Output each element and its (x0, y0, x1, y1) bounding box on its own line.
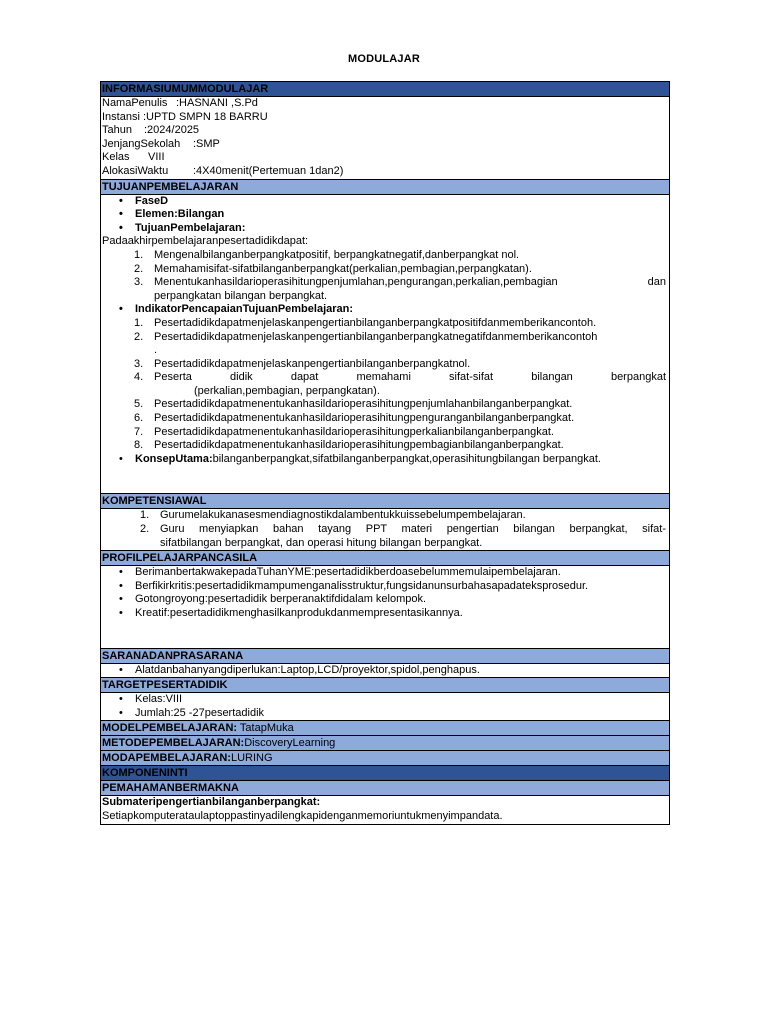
list-item: • Kelas:VIII (102, 693, 668, 707)
section-header-tujuan: TUJUANPEMBELAJARAN (101, 180, 669, 195)
section-header-kompetensi: KOMPETENSIAWAL (101, 494, 669, 509)
tujuan-intro: Padaakhirpembelajaranpesertadidikdapat: (102, 235, 309, 248)
section-header-pemahaman: PEMAHAMANBERMAKNA (101, 781, 669, 796)
info-label: Tahun (102, 124, 132, 137)
fase-item: • FaseD (102, 195, 668, 209)
info-value: :HASNANI ,S.Pd (176, 97, 258, 109)
list-item: • Kreatif:pesertadidikmenghasilkanprodukdanmempresentasikannya. (102, 607, 668, 621)
tujuan-body (101, 195, 669, 495)
list-item: 5. Pesertadidikdapatmenentukanhasildarioperasihitungpenjumlahanbilanganberpangkat. (134, 398, 573, 411)
list-item: • Berfikirkritis:pesertadidikmampumenganalisstruktur,fungsidanunsurbahasapadateksprosedur. (102, 580, 668, 594)
section-header-informasi-umum: INFORMASIUMUMMODULAJAR (101, 82, 669, 97)
list-item: 2. Pesertadidikdapatmenjelaskanpengertianbilanganberpangkatnegatifdanmemberikancontoh . (134, 330, 598, 357)
list-item: • BerimanbertakwakepadaTuhanYME:pesertadidikberdoasebelummemulaipembelajaran. (102, 566, 668, 580)
pemahaman-text: Setiapkomputerataulaptoppastinyadilengkapidenganmemoriuntukmenyimpandata. (102, 809, 503, 822)
info-label: Kelas (102, 151, 130, 164)
blank-space (102, 621, 668, 648)
list-item: 3. Menentukanhasildarioperasihitungpenjumlahan,pengurangan,perkalian,pembagian dan perpangkatan bilangan berpangkat. (134, 276, 666, 302)
info-row-jenjang (102, 138, 668, 152)
list-item: 1. Gurumelakukanasesmendiagnostikdalambentukkuissebelumpembelajaran. (140, 509, 526, 522)
section-header-target: TARGETPESERTADIDIK (101, 678, 669, 693)
model-pembelajaran-row: MODELPEMBELAJARAN: TatapMuka (101, 721, 669, 736)
info-row-instansi (102, 111, 668, 125)
info-row-kelas (102, 151, 668, 165)
info-value: VIII (148, 151, 165, 164)
list-item: • Gotongroyong:pesertadidik berperanaktifdidalam kelompok. (102, 593, 668, 607)
indikator-list (102, 317, 668, 453)
info-label: JenjangSekolah (102, 137, 181, 150)
info-value: :UPTD SMPN 18 BARRU (142, 110, 268, 123)
section-header-sarana: SARANADANPRASARANA (101, 649, 669, 664)
list-item: 2. Memahamisifat-sifatbilanganberpangkat(perkalian,pembagian,perpangkatan). (134, 262, 532, 275)
indikator-label: • IndikatorPencapaianTujuanPembelajaran: (102, 303, 668, 317)
profil-body (101, 566, 669, 648)
section-header-profil: PROFILPELAJARPANCASILA (101, 551, 669, 566)
elemen-item: • Elemen:Bilangan (102, 208, 668, 222)
list-item: 4. Peserta didik dapat memahami sifat-sifat bilangan berpangkat (perkalian,pembagian, perpangkatan). (134, 371, 666, 397)
tujuan-pembelajaran-label: • TujuanPembelajaran: (102, 222, 668, 236)
list-item: 1. Pesertadidikdapatmenjelaskanpengertianbilanganberpangkatpositifdanmemberikancontoh. (134, 316, 597, 329)
target-body (101, 693, 669, 721)
list-item: 8. Pesertadidikdapatmenentukanhasildarioperasihitungpembagianbilanganberpangkat. (134, 439, 564, 452)
info-label: AlokasiWaktu (102, 164, 169, 177)
info-body (101, 97, 669, 180)
info-row-alokasi (102, 165, 668, 179)
konsep-utama-item: • KonsepUtama:bilanganberpangkat,sifatbilanganberpangkat,operasihitungbilangan berpangkat. (102, 453, 668, 467)
module-table (100, 81, 670, 825)
kompetensi-body (101, 509, 669, 551)
info-value: :SMP (193, 137, 220, 150)
list-item: 7. Pesertadidikdapatmenentukanhasildarioperasihitungperkalianbilanganberpangkat. (134, 425, 554, 438)
list-item: 6. Pesertadidikdapatmenentukanhasildarioperasihitungpenguranganbilanganberpangkat. (134, 412, 575, 425)
moda-pembelajaran-row: MODAPEMBELAJARAN:LURING (101, 751, 669, 766)
list-item: 1. Mengenalbilanganberpangkatpositif, berpangkatnegatif,danberpangkat nol. (134, 248, 520, 261)
submateri-label: Submateripengertianbilanganberpangkat: (102, 796, 321, 809)
info-label: NamaPenulis (102, 97, 168, 109)
info-value: :4X40menit(Pertemuan 1dan2) (193, 164, 344, 177)
info-row-penulis (102, 97, 668, 111)
info-row-tahun (102, 124, 668, 138)
blank-space (102, 466, 668, 493)
list-item: • Alatdanbahanyangdiperlukan:Laptop,LCD/proyektor,spidol,penghapus. (102, 664, 668, 678)
info-value: :2024/2025 (144, 124, 200, 137)
metode-pembelajaran-row: METODEPEMBELAJARAN:DiscoveryLearning (101, 736, 669, 751)
info-label: Instansi (102, 110, 140, 123)
list-item: 2. Guru menyiapkan bahan tayang PPT materi pengertian bilangan berpangkat, sifat- sifatbilangan berpangkat, dan operasi hitung bilangan berpangkat. (140, 523, 666, 549)
section-header-komponen-inti: KOMPONENINTI (101, 766, 669, 781)
document-title: MODULAJAR (347, 53, 421, 65)
list-item: 3. Pesertadidikdapatmenjelaskanpengertianbilanganberpangkatnol. (134, 357, 471, 370)
list-item: • Jumlah:25 -27pesertadidik (102, 707, 668, 721)
pemahaman-body (101, 796, 669, 823)
sarana-body (101, 664, 669, 679)
tujuan-list (102, 249, 668, 303)
